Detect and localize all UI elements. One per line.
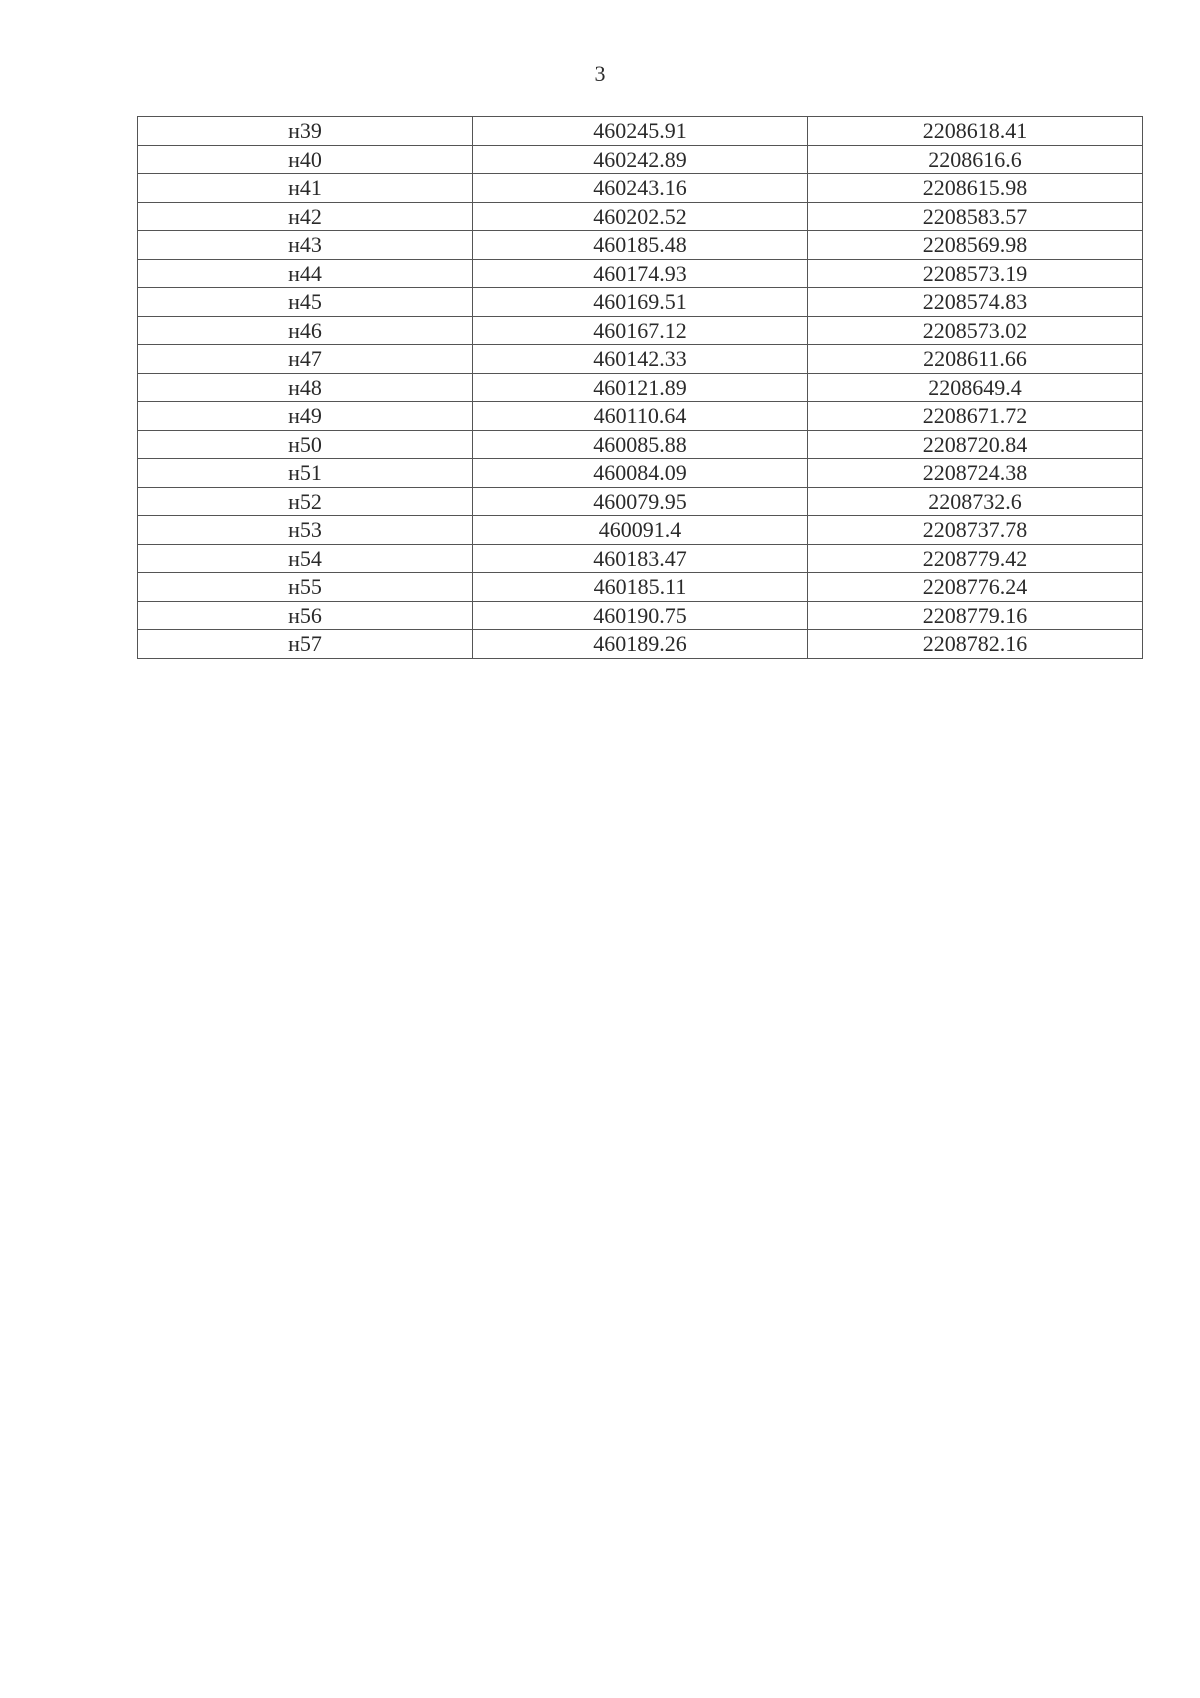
point-id-cell: н54 [138,544,473,573]
table-row [138,430,1143,459]
table-row [138,601,1143,630]
point-id-cell: н52 [138,487,473,516]
x-coordinate-cell: 460245.91 [473,117,808,146]
x-coordinate-cell: 460085.88 [473,430,808,459]
table-row [138,402,1143,431]
x-coordinate-cell: 460185.11 [473,573,808,602]
x-coordinate-cell: 460169.51 [473,288,808,317]
table-row [138,259,1143,288]
table-row [138,516,1143,545]
point-id-cell: н51 [138,459,473,488]
x-coordinate-cell: 460084.09 [473,459,808,488]
y-coordinate-cell: 2208779.16 [808,601,1143,630]
x-coordinate-cell: 460243.16 [473,174,808,203]
table-row [138,487,1143,516]
point-id-cell: н42 [138,202,473,231]
table-row [138,544,1143,573]
x-coordinate-cell: 460142.33 [473,345,808,374]
y-coordinate-cell: 2208574.83 [808,288,1143,317]
y-coordinate-cell: 2208615.98 [808,174,1143,203]
table-row [138,573,1143,602]
x-coordinate-cell: 460242.89 [473,145,808,174]
table-row [138,316,1143,345]
table-row [138,117,1143,146]
table-row [138,630,1143,659]
y-coordinate-cell: 2208573.19 [808,259,1143,288]
point-id-cell: н53 [138,516,473,545]
point-id-cell: н45 [138,288,473,317]
x-coordinate-cell: 460189.26 [473,630,808,659]
y-coordinate-cell: 2208583.57 [808,202,1143,231]
point-id-cell: н39 [138,117,473,146]
x-coordinate-cell: 460091.4 [473,516,808,545]
point-id-cell: н40 [138,145,473,174]
point-id-cell: н56 [138,601,473,630]
page-number: 3 [594,61,606,86]
y-coordinate-cell: 2208569.98 [808,231,1143,260]
y-coordinate-cell: 2208779.42 [808,544,1143,573]
y-coordinate-cell: 2208573.02 [808,316,1143,345]
point-id-cell: н46 [138,316,473,345]
table-row [138,174,1143,203]
table-row [138,231,1143,260]
point-id-cell: н48 [138,373,473,402]
x-coordinate-cell: 460183.47 [473,544,808,573]
x-coordinate-cell: 460185.48 [473,231,808,260]
table-row [138,202,1143,231]
table-row [138,145,1143,174]
point-id-cell: н50 [138,430,473,459]
x-coordinate-cell: 460190.75 [473,601,808,630]
y-coordinate-cell: 2208724.38 [808,459,1143,488]
y-coordinate-cell: 2208649.4 [808,373,1143,402]
coordinates-table [137,116,1143,659]
point-id-cell: н49 [138,402,473,431]
point-id-cell: н41 [138,174,473,203]
y-coordinate-cell: 2208776.24 [808,573,1143,602]
table-row [138,373,1143,402]
x-coordinate-cell: 460202.52 [473,202,808,231]
y-coordinate-cell: 2208732.6 [808,487,1143,516]
y-coordinate-cell: 2208611.66 [808,345,1143,374]
y-coordinate-cell: 2208782.16 [808,630,1143,659]
y-coordinate-cell: 2208671.72 [808,402,1143,431]
y-coordinate-cell: 2208618.41 [808,117,1143,146]
table-row [138,459,1143,488]
coordinates-table-body [138,117,1143,659]
point-id-cell: н43 [138,231,473,260]
x-coordinate-cell: 460167.12 [473,316,808,345]
point-id-cell: н57 [138,630,473,659]
y-coordinate-cell: 2208720.84 [808,430,1143,459]
y-coordinate-cell: 2208737.78 [808,516,1143,545]
table-row [138,345,1143,374]
point-id-cell: н55 [138,573,473,602]
x-coordinate-cell: 460110.64 [473,402,808,431]
point-id-cell: н47 [138,345,473,374]
x-coordinate-cell: 460121.89 [473,373,808,402]
y-coordinate-cell: 2208616.6 [808,145,1143,174]
x-coordinate-cell: 460174.93 [473,259,808,288]
point-id-cell: н44 [138,259,473,288]
table-row [138,288,1143,317]
x-coordinate-cell: 460079.95 [473,487,808,516]
